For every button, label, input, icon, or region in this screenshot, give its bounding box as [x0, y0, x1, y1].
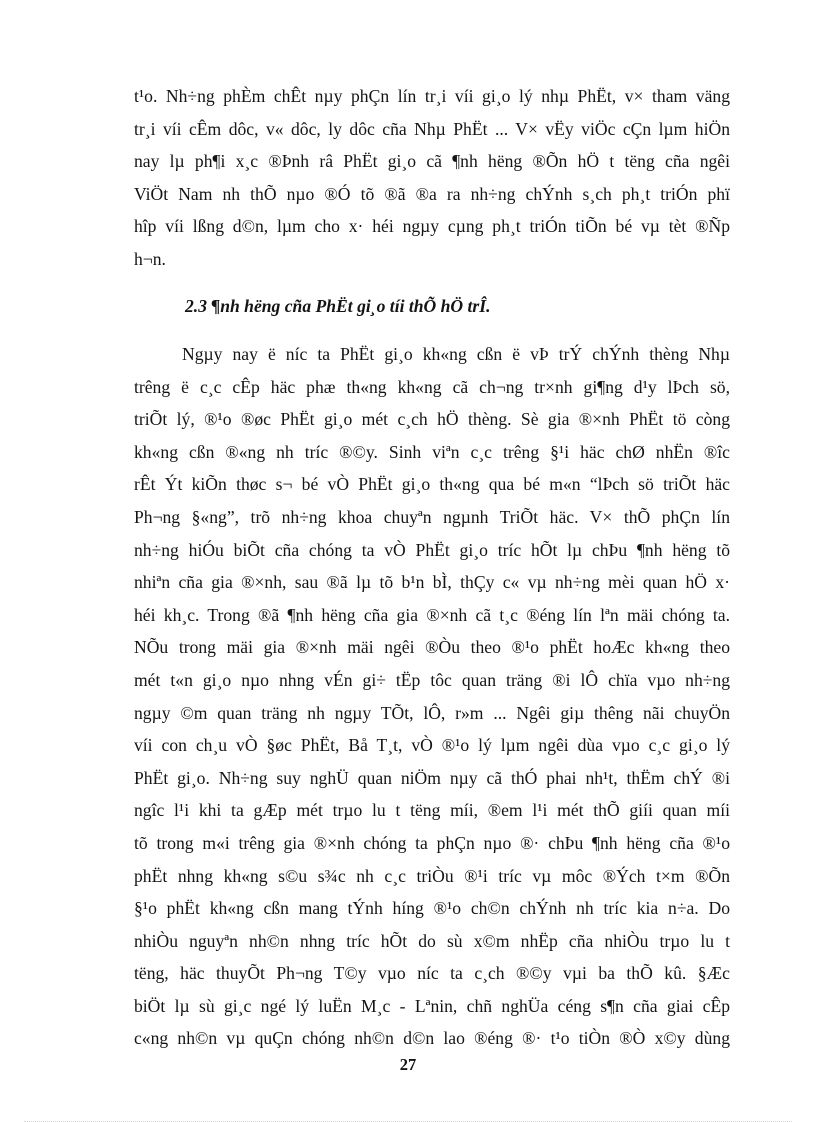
text-line: nh÷ng hiÓu biÕt cña chóng ta vÒ PhËt gi¸o tríc hÕt lµ chÞu ¶nh hëng tõ	[134, 539, 730, 560]
text-line: §¹o phËt kh«ng cßn mang tÝnh híng ®¹o ch©n chÝnh nh tríc kia n÷a. Do	[134, 898, 730, 919]
text-line: mét t«n gi¸o nµo nhng vÉn gi÷ tËp tôc quan träng ®i lÔ chïa vµo nh÷ng	[134, 669, 730, 690]
text-line: hîp víi lßng d©n, lµm cho x· héi ngµy cµng ph¸t triÓn tiÕn bé vµ tèt ®Ñp	[134, 216, 730, 237]
text-line: ngµy ©m quan träng nh ngµy TÕt, lÔ, r»m ... Ngêi giµ thêng nãi chuyÖn	[134, 702, 730, 723]
text-line: kh«ng cßn ®«ng nh tríc ®©y. Sinh viªn c¸c trêng §¹i häc chØ nhËn ®îc	[134, 441, 730, 462]
paragraph-1	[134, 80, 730, 276]
text-line: tr¸i víi cÊm dôc, v« dôc, ly dôc cña Nhµ PhËt ... V× vËy viÖc cÇn lµm hiÖn	[134, 118, 730, 139]
text-line: víi con ch¸u vÒ §øc PhËt, Bå T¸t, vÒ ®¹o lý lµm ngêi dùa vµo c¸c gi¸o lý	[134, 735, 730, 756]
text-line: phËt nhng kh«ng s©u s¾c nh c¸c triÒu ®¹i tríc vµ môc ®Ých t×m ®Õn	[134, 865, 730, 886]
text-line: tëng, häc thuyÕt Ph¬ng T©y vµo níc ta c¸ch ®©y vµi ba thÕ kû. §Æc	[134, 963, 730, 984]
text-line: PhËt gi¸o. Nh÷ng suy nghÜ quan niÖm nµy cã thÓ phai nh¹t, thËm chÝ ®i	[134, 767, 730, 788]
text-line: h¬n.	[134, 248, 166, 269]
text-line: biÖt lµ sù gi¸c ngé lý luËn M¸c - Lªnin, chñ nghÜa céng s¶n cña giai cÊp	[134, 995, 730, 1016]
text-line: rÊt Ýt kiÕn thøc s¬ bé vÒ PhËt gi¸o th«ng qua bé m«n “lÞch sö triÕt häc	[134, 474, 730, 495]
text-line: trêng ë c¸c cÊp häc phæ th«ng kh«ng cã ch¬ng tr×nh gi¶ng d¹y lÞch sö,	[134, 376, 730, 397]
text-line: nay lµ ph¶i x¸c ®Þnh râ PhËt gi¸o cã ¶nh hëng ®Õn hÖ t tëng cña ngêi	[134, 151, 730, 172]
text-line: tõ trong m«i trêng gia ®×nh chóng ta phÇn nµo ®· chÞu ¶nh hëng cña ®¹o	[134, 832, 730, 853]
text-line: ViÖt Nam nh thÕ nµo ®Ó tõ ®ã ®a ra nh÷ng chÝnh s¸ch ph¸t triÓn phï	[134, 183, 730, 204]
paragraph-2	[134, 338, 730, 1055]
page-number: 27	[399, 1055, 417, 1074]
text-line: nhiªn cña gia ®×nh, sau ®ã lµ tõ b¹n bÌ, thÇy c« vµ nh÷ng mèi quan hÖ x·	[134, 572, 730, 593]
text-line: héi kh¸c. Trong ®ã ¶nh hëng cña gia ®×nh cã t¸c ®éng lín lªn mäi chóng ta.	[134, 604, 730, 625]
text-line: nhiÒu nguyªn nh©n nhng tríc hÕt do sù x©m nhËp cña nhiÒu trµo lu t	[134, 930, 730, 951]
text-line: t¹o. Nh÷ng phÈm chÊt nµy phÇn lín tr¸i víi gi¸o lý nhµ PhËt, v× tham väng	[134, 86, 730, 106]
text-line: ngîc l¹i khi ta gÆp mét trµo lu t tëng míi, ®em l¹i mét thÕ giíi quan míi	[134, 800, 730, 821]
text-line: Ngµy nay ë níc ta PhËt gi¸o kh«ng cßn ë vÞ trÝ chÝnh thèng Nhµ	[182, 344, 730, 364]
text-line: NÕu trong mäi gia ®×nh mäi ngêi ®Òu theo ®¹o phËt hoÆc kh«ng theo	[134, 637, 730, 658]
text-line: Ph¬ng §«ng”, trõ nh÷ng khoa chuyªn ngµnh TriÕt häc. V× thÕ phÇn lín	[134, 506, 730, 527]
text-line: triÕt lý, ®¹o ®øc PhËt gi¸o mét c¸ch hÖ thèng. Sè gia ®×nh PhËt tö còng	[134, 409, 730, 430]
section-heading: 2.3 ¶nh hëng cña PhËt gi¸o tíi thÕ hÖ trÎ.	[185, 296, 491, 316]
text-line: c«ng nh©n vµ quÇn chóng nh©n d©n lao ®éng ®· t¹o tiÒn ®Ò x©y dùng	[134, 1028, 730, 1049]
bottom-divider	[24, 1121, 792, 1122]
